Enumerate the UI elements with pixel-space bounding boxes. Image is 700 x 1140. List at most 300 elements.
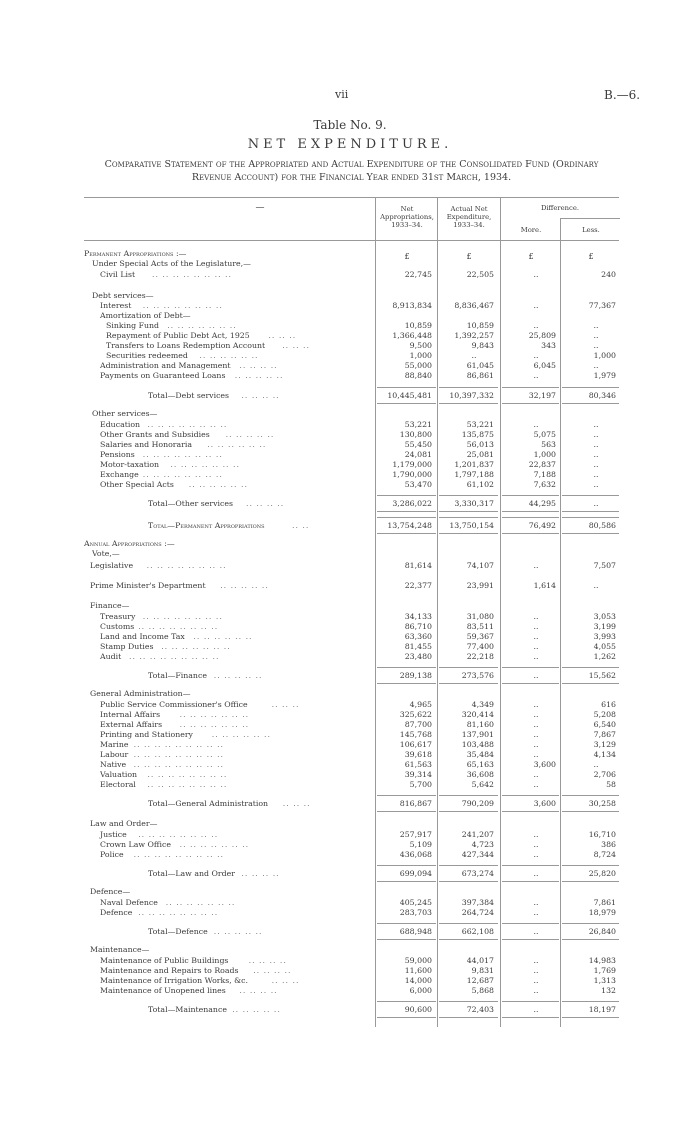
total-rule	[502, 865, 559, 866]
currency-unit: £	[404, 252, 410, 261]
less-value: 30,258	[588, 799, 616, 808]
total-rule	[377, 1001, 436, 1002]
section-heading	[0, 688, 700, 699]
less-value: 18,197	[588, 1005, 616, 1014]
leader-dots: .. .. .. .. .. .. .. ..	[138, 830, 219, 839]
leader-dots: .. .. .. ..	[239, 361, 278, 370]
total-row	[0, 798, 700, 809]
total-rule	[562, 403, 619, 404]
leader-dots: .. .. .. ..	[248, 956, 287, 965]
actual-expenditure-value: 72,403	[466, 1005, 494, 1014]
row-label: Crown Law Office	[100, 840, 171, 849]
net-appropriation-value: 1,790,000	[392, 470, 432, 479]
actual-expenditure-header: Actual Net Expenditure, 1933–34.	[446, 205, 492, 229]
net-appropriation-value: 10,859	[404, 321, 432, 330]
table-number: Table No. 9.	[313, 118, 387, 132]
row-label: Civil List	[100, 270, 136, 279]
net-appropriation-value: 688,948	[399, 927, 432, 936]
leader-dots: .. .. .. ..	[239, 986, 278, 995]
less-value: 3,053	[593, 612, 616, 621]
total-rule	[377, 683, 436, 684]
more-value: ..	[533, 730, 539, 739]
total-rule	[562, 795, 619, 796]
row-label: Land and Income Tax	[100, 632, 185, 641]
row-label: Maintenance of Unopened lines	[100, 986, 226, 995]
less-value: 5,208	[593, 710, 616, 719]
more-value: ..	[533, 270, 539, 279]
less-value: 80,346	[588, 391, 616, 400]
total-rule	[439, 865, 498, 866]
row-label: Education	[100, 420, 141, 429]
leader-dots: .. .. .. .. .. .. .. ..	[142, 301, 223, 310]
leader-dots: .. .. .. .. .. .. ..	[170, 460, 240, 469]
more-value: ..	[533, 561, 539, 570]
actual-expenditure-value: 44,017	[466, 956, 494, 965]
leader-dots: .. .. ..	[282, 799, 311, 808]
table-title: NET EXPENDITURE.	[247, 137, 453, 152]
less-value: ..	[593, 420, 599, 429]
row-label: Debt services—	[92, 291, 154, 300]
leader-dots: .. .. .. .. .. .. .. .. ..	[133, 750, 225, 759]
less-value: 132	[601, 986, 616, 995]
net-appropriation-value: 39,314	[404, 770, 432, 779]
less-value: 26,840	[588, 927, 616, 936]
less-value: 1,979	[593, 371, 616, 380]
total-rule	[502, 667, 559, 668]
more-value: ..	[533, 850, 539, 859]
more-value: ..	[533, 1005, 539, 1014]
actual-expenditure-value: 135,875	[461, 430, 494, 439]
total-rule	[502, 1001, 559, 1002]
currency-unit: £	[528, 252, 534, 261]
row-label: Securities redeemed	[106, 351, 188, 360]
total-rule	[562, 533, 619, 534]
more-value: ..	[533, 612, 539, 621]
less-value: 1,313	[593, 976, 616, 985]
less-value: 386	[601, 840, 616, 849]
total-rule	[502, 795, 559, 796]
table-row	[0, 651, 700, 662]
more-value: ..	[533, 642, 539, 651]
row-label: Payments on Guaranteed Loans	[100, 371, 226, 380]
total-rule	[562, 387, 619, 388]
less-value: ..	[593, 760, 599, 769]
actual-expenditure-value: 56,013	[466, 440, 494, 449]
less-value: 1,000	[593, 351, 616, 360]
actual-expenditure-value: 86,861	[466, 371, 494, 380]
currency-unit: £	[466, 252, 472, 261]
less-value: ..	[593, 440, 599, 449]
less-value: 18,979	[588, 908, 616, 917]
total-rule	[502, 881, 559, 882]
less-value: ..	[593, 460, 599, 469]
net-appropriation-value: 1,179,000	[392, 460, 432, 469]
leader-dots: .. .. .. .. .. ..	[193, 632, 253, 641]
leader-dots: .. .. .. .. .. .. ..	[179, 720, 250, 729]
row-label: Permanent Appropriations :—	[84, 249, 187, 258]
total-rule	[562, 683, 619, 684]
net-appropriation-value: 81,455	[404, 642, 432, 651]
net-appropriation-value: 22,745	[404, 270, 432, 279]
leader-dots: .. .. .. .. ..	[220, 581, 269, 590]
row-label: Customs	[100, 622, 135, 631]
net-appropriation-value: 1,000	[409, 351, 432, 360]
leader-dots: .. .. .. .. ..	[232, 1005, 281, 1014]
net-appropriation-value: 86,710	[404, 622, 432, 631]
total-rule	[439, 511, 498, 512]
actual-expenditure-value: 59,367	[466, 632, 494, 641]
row-label: Native	[100, 760, 127, 769]
table-row	[0, 479, 700, 490]
less-value: 25,820	[588, 869, 616, 878]
section-heading	[0, 886, 700, 897]
actual-expenditure-value: 83,511	[466, 622, 494, 631]
total-rule	[502, 683, 559, 684]
net-appropriation-value: 405,245	[399, 898, 432, 907]
more-value: 76,492	[528, 521, 556, 530]
net-appropriation-value: 55,000	[404, 361, 432, 370]
leader-dots: .. .. .. .. .. .. ..	[165, 898, 236, 907]
net-appropriation-value: 39,618	[404, 750, 432, 759]
total-rule	[377, 403, 436, 404]
net-appropriation-value: 5,700	[409, 780, 432, 789]
less-value: ..	[593, 430, 599, 439]
actual-expenditure-value: 673,274	[461, 869, 494, 878]
less-value: 240	[601, 270, 616, 279]
more-value: 32,197	[528, 391, 556, 400]
net-appropriations-header: Net Appropriations, 1933–34.	[380, 205, 434, 229]
leader-dots: .. .. .. .. .. .. .. ..	[142, 612, 223, 621]
actual-expenditure-value: 23,991	[466, 581, 494, 590]
actual-expenditure-value: 3,330,317	[454, 499, 494, 508]
more-header: More.	[520, 226, 542, 234]
less-value: 7,507	[593, 561, 616, 570]
less-value: 4,134	[593, 750, 616, 759]
less-value: ..	[593, 480, 599, 489]
more-value: ..	[533, 632, 539, 641]
total-rule	[377, 795, 436, 796]
actual-expenditure-value: 22,218	[466, 652, 494, 661]
actual-expenditure-value: 264,724	[461, 908, 494, 917]
row-label: Transfers to Loans Redemption Account	[106, 341, 266, 350]
total-row	[0, 868, 700, 879]
leader-dots: .. ..	[292, 521, 310, 530]
leader-dots: .. .. .. .. .. .. .. .. ..	[133, 850, 225, 859]
row-label: Public Service Commissioner's Office	[100, 700, 248, 709]
leader-dots: .. .. .. .. .. .. .. ..	[147, 420, 228, 429]
row-label: Salaries and Honoraria	[100, 440, 193, 449]
net-appropriation-value: 23,480	[404, 652, 432, 661]
net-appropriation-value: 34,133	[404, 612, 432, 621]
more-value: ..	[533, 671, 539, 680]
less-value: 1,262	[593, 652, 616, 661]
actual-expenditure-value: 8,836,467	[454, 301, 494, 310]
leader-dots: .. .. .. .. .. ..	[188, 480, 248, 489]
more-value: 7,632	[533, 480, 556, 489]
section-heading	[0, 408, 700, 419]
row-label: Annual Appropriations :—	[84, 539, 175, 548]
table-row	[0, 907, 700, 918]
less-value: 3,993	[593, 632, 616, 641]
row-label: Prime Minister's Department	[90, 581, 206, 590]
less-value: 80,586	[588, 521, 616, 530]
less-value: 8,724	[593, 850, 616, 859]
total-rule	[377, 387, 436, 388]
net-appropriation-value: 4,965	[409, 700, 432, 709]
page-reference: B.—6.	[604, 88, 641, 102]
net-appropriation-value: 24,081	[404, 450, 432, 459]
total-rule	[439, 403, 498, 404]
row-label: External Affairs	[100, 720, 163, 729]
more-value: ..	[533, 750, 539, 759]
row-label: Under Special Acts of the Legislature,—	[92, 259, 251, 268]
actual-expenditure-value: 103,488	[461, 740, 494, 749]
row-label: Total—Debt services	[148, 391, 230, 400]
actual-expenditure-value: 12,687	[466, 976, 494, 985]
total-rule	[439, 881, 498, 882]
table-row	[0, 560, 700, 571]
net-appropriation-value: 9,500	[409, 341, 432, 350]
row-label: Law and Order—	[90, 819, 158, 828]
actual-expenditure-value: 13,750,154	[449, 521, 494, 530]
leader-dots: .. .. .. .. .. .. .. ..	[138, 908, 219, 917]
leader-dots: .. .. .. .. .. .. ..	[167, 321, 237, 330]
leader-dots: .. .. .. ..	[241, 391, 280, 400]
leader-dots: .. .. .. .. .. .. .. .. ..	[133, 760, 225, 769]
net-appropriation-value: 8,913,834	[392, 301, 432, 310]
leader-dots: .. .. .. .. ..	[213, 671, 263, 680]
row-label: Sinking Fund	[106, 321, 160, 330]
leader-dots: .. .. ..	[282, 341, 311, 350]
more-value: ..	[533, 652, 539, 661]
more-value: ..	[533, 927, 539, 936]
row-label: Pensions	[100, 450, 135, 459]
total-rule	[439, 667, 498, 668]
less-value: 16,710	[588, 830, 616, 839]
more-value: ..	[533, 976, 539, 985]
less-value: 1,769	[593, 966, 616, 975]
more-value: ..	[533, 986, 539, 995]
leader-dots: .. .. ..	[271, 700, 300, 709]
row-label: Total—Defence	[148, 927, 208, 936]
leader-dots: .. .. .. .. .. .. .. ..	[142, 450, 223, 459]
more-value: 563	[541, 440, 556, 449]
less-value: 2,706	[593, 770, 616, 779]
more-value: ..	[533, 966, 539, 975]
actual-expenditure-value: ..	[471, 351, 477, 360]
total-rule	[502, 495, 559, 496]
more-value: 44,295	[528, 499, 556, 508]
section-heading	[0, 258, 700, 269]
row-label: Maintenance and Repairs to Roads	[100, 966, 239, 975]
leader-dots: .. .. .. .. .. .. ..	[161, 642, 231, 651]
row-label: Audit	[100, 652, 122, 661]
actual-expenditure-value: 25,081	[466, 450, 494, 459]
less-value: ..	[593, 361, 599, 370]
total-rule	[439, 683, 498, 684]
more-value: ..	[533, 720, 539, 729]
leader-dots: .. .. .. ..	[241, 869, 280, 878]
total-rule	[439, 533, 498, 534]
total-rule	[562, 495, 619, 496]
total-rule	[562, 811, 619, 812]
actual-expenditure-value: 35,484	[466, 750, 494, 759]
total-rule	[439, 795, 498, 796]
net-appropriation-value: 106,617	[399, 740, 432, 749]
row-label: Repayment of Public Debt Act, 1925	[106, 331, 250, 340]
net-appropriation-value: 87,700	[404, 720, 432, 729]
table-subtitle: Comparative Statement of the Appropriated and Actual Expenditure of the Consolidated Fund (Ordinary Revenue Account) for the Financial Year ended 31st March, 1934.	[104, 159, 599, 183]
total-row	[0, 670, 700, 681]
more-value: ..	[533, 700, 539, 709]
leader-dots: .. .. .. .. ..	[225, 430, 275, 439]
net-appropriation-value: 699,094	[399, 869, 432, 878]
actual-expenditure-value: 4,723	[471, 840, 494, 849]
row-label: Valuation	[100, 770, 138, 779]
total-rule	[377, 517, 436, 518]
total-rule	[377, 533, 436, 534]
actual-expenditure-value: 427,344	[461, 850, 494, 859]
actual-expenditure-value: 65,163	[466, 760, 494, 769]
actual-expenditure-value: 31,080	[466, 612, 494, 621]
total-rule	[502, 939, 559, 940]
row-label: Other Grants and Subsidies	[100, 430, 210, 439]
more-value: 25,809	[528, 331, 556, 340]
table-row	[0, 580, 700, 591]
less-value: 15,562	[588, 671, 616, 680]
total-row	[0, 520, 700, 531]
net-appropriation-value: 10,445,481	[387, 391, 432, 400]
total-rule	[502, 1017, 559, 1018]
more-value: ..	[533, 898, 539, 907]
row-label: Total—General Administration	[148, 799, 269, 808]
leader-dots: .. .. .. .. .. .. .. ..	[147, 780, 228, 789]
net-appropriation-value: 81,614	[404, 561, 432, 570]
net-appropriation-value: 5,109	[409, 840, 432, 849]
row-label: Total—Maintenance	[148, 1005, 227, 1014]
leader-dots: .. .. .. .. .. .. .. ..	[142, 470, 223, 479]
net-appropriation-value: 90,600	[404, 1005, 432, 1014]
less-value: 3,199	[593, 622, 616, 631]
total-rule	[562, 923, 619, 924]
less-value: ..	[593, 581, 599, 590]
net-appropriation-value: 55,450	[404, 440, 432, 449]
table-row	[0, 779, 700, 790]
actual-expenditure-value: 74,107	[466, 561, 494, 570]
leader-dots: .. .. .. .. .. ..	[207, 440, 267, 449]
total-rule	[377, 511, 436, 512]
less-value: 7,861	[593, 898, 616, 907]
row-label: Other services—	[92, 409, 158, 418]
total-rule	[377, 495, 436, 496]
net-appropriation-value: 13,754,248	[387, 521, 432, 530]
more-value: ..	[533, 908, 539, 917]
currency-unit: £	[588, 252, 594, 261]
actual-expenditure-value: 4,349	[471, 700, 494, 709]
row-label: Internal Affairs	[100, 710, 161, 719]
table-row	[0, 269, 700, 280]
row-label: Exchange	[100, 470, 139, 479]
row-label: Interest	[100, 301, 132, 310]
row-label: Administration and Management	[100, 361, 231, 370]
actual-expenditure-value: 320,414	[461, 710, 494, 719]
total-rule	[562, 667, 619, 668]
row-label: Treasury	[100, 612, 136, 621]
actual-expenditure-value: 5,868	[471, 986, 494, 995]
total-row	[0, 498, 700, 509]
net-appropriation-value: 145,768	[399, 730, 432, 739]
more-value: ..	[533, 770, 539, 779]
total-rule	[502, 403, 559, 404]
total-rule	[502, 511, 559, 512]
net-appropriation-value: 130,800	[399, 430, 432, 439]
net-appropriation-value: 816,867	[399, 799, 432, 808]
less-value: 4,055	[593, 642, 616, 651]
actual-expenditure-value: 9,843	[471, 341, 494, 350]
less-header: Less.	[582, 226, 600, 234]
actual-expenditure-value: 241,207	[461, 830, 494, 839]
total-rule	[562, 511, 619, 512]
row-label: Finance—	[90, 601, 130, 610]
less-value: ..	[593, 470, 599, 479]
row-label: Maintenance of Irrigation Works, &c.	[100, 976, 248, 985]
row-label: Defence	[100, 908, 133, 917]
less-value: 616	[601, 700, 616, 709]
row-label: Motor-taxation	[100, 460, 160, 469]
actual-expenditure-value: 397,384	[461, 898, 494, 907]
more-value: ..	[533, 351, 539, 360]
total-row	[0, 1004, 700, 1015]
total-rule	[502, 517, 559, 518]
table-row	[0, 985, 700, 996]
row-label: Electoral	[100, 780, 136, 789]
section-heading	[0, 548, 700, 559]
actual-expenditure-value: 61,102	[466, 480, 494, 489]
row-label: Vote,—	[92, 549, 120, 558]
section-heading	[0, 818, 700, 829]
section-heading	[0, 600, 700, 611]
total-rule	[562, 1001, 619, 1002]
net-appropriation-value: 22,377	[404, 581, 432, 590]
total-rule	[502, 387, 559, 388]
net-appropriation-value: 53,470	[404, 480, 432, 489]
less-value: 77,367	[588, 301, 616, 310]
net-appropriation-value: 61,563	[404, 760, 432, 769]
total-rule	[439, 517, 498, 518]
row-label: General Administration—	[90, 689, 191, 698]
more-value: ..	[533, 622, 539, 631]
total-rule	[562, 939, 619, 940]
less-value: ..	[593, 321, 599, 330]
more-value: 1,614	[533, 581, 556, 590]
total-rule	[377, 923, 436, 924]
net-appropriation-value: 436,068	[399, 850, 432, 859]
less-value: 3,129	[593, 740, 616, 749]
more-value: ..	[533, 740, 539, 749]
row-label: Legislative	[90, 561, 134, 570]
more-value: 1,000	[533, 450, 556, 459]
more-value: ..	[533, 420, 539, 429]
leader-dots: .. .. .. ..	[253, 966, 292, 975]
row-label: Defence—	[90, 887, 131, 896]
page-number: vii	[335, 88, 349, 101]
actual-expenditure-value: 5,642	[471, 780, 494, 789]
actual-expenditure-value: 10,397,332	[449, 391, 494, 400]
actual-expenditure-value: 10,859	[466, 321, 494, 330]
row-label: Stamp Duties	[100, 642, 154, 651]
total-rule	[439, 939, 498, 940]
table-row	[0, 849, 700, 860]
